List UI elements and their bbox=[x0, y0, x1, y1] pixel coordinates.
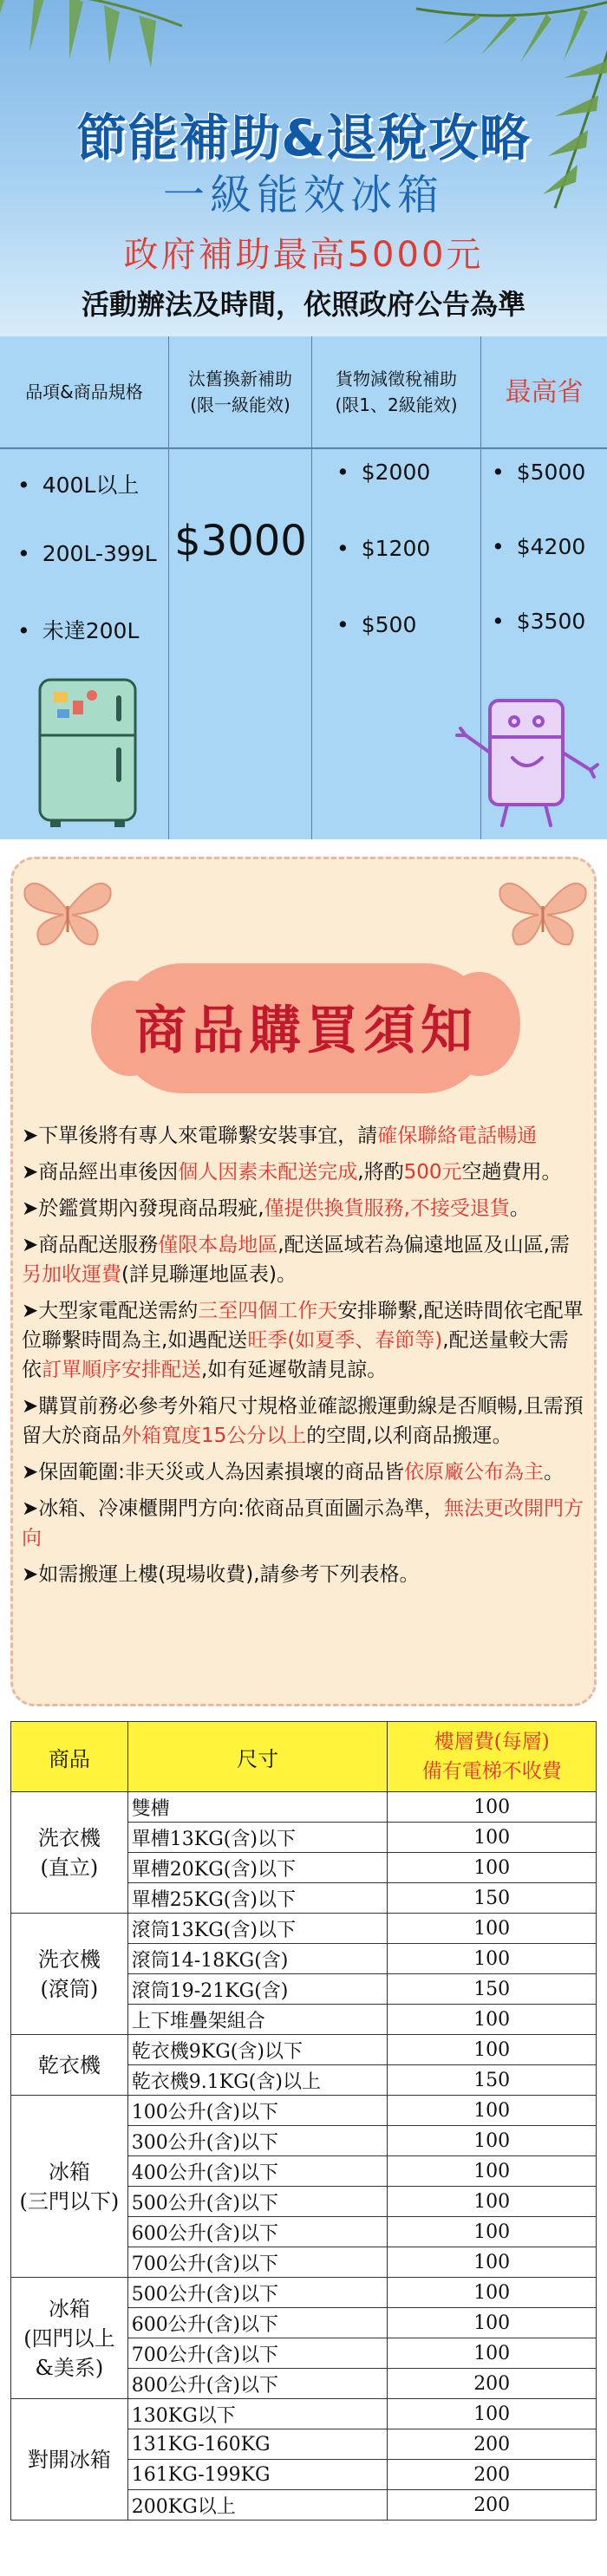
product-category-text: 冰箱 bbox=[48, 2159, 90, 2184]
fee-table-body bbox=[11, 1792, 597, 2521]
header-product: 商品 bbox=[11, 1722, 128, 1792]
fee-cell: 100 bbox=[388, 2005, 597, 2035]
fee-cell: 150 bbox=[388, 1974, 597, 2005]
size-cell: 700公升(含)以下 bbox=[127, 2338, 388, 2369]
fee-cell: 100 bbox=[388, 2035, 597, 2065]
notice-list bbox=[22, 1121, 585, 1596]
header-floor-fee-line2: 備有電梯不收費 bbox=[421, 1760, 562, 1783]
notice-item bbox=[22, 1494, 585, 1553]
product-category-text: &美系) bbox=[35, 2355, 104, 2380]
header-item-spec: 品項&商品規格 bbox=[0, 336, 169, 449]
fee-cell: 100 bbox=[388, 1823, 597, 1853]
spec-item: • 400L以上 bbox=[17, 468, 139, 499]
size-cell: 300公升(含)以下 bbox=[127, 2126, 388, 2156]
notice-item bbox=[22, 1296, 585, 1385]
fee-cell: 100 bbox=[388, 2187, 597, 2217]
old-for-new-amount: $3000 bbox=[174, 517, 307, 565]
product-category-text: 對開冰箱 bbox=[27, 2447, 111, 2472]
purchase-notice-panel bbox=[10, 857, 597, 1706]
size-cell: 乾衣機9.1KG(含)以上 bbox=[127, 2065, 388, 2096]
refrigerator-illustration-icon bbox=[31, 675, 144, 831]
notice-highlight: 另加收運費 bbox=[22, 1263, 121, 1286]
header-tax-note: (限1、2級能效) bbox=[335, 395, 458, 415]
header-tax-label: 貨物減徵稅補助 bbox=[336, 368, 457, 389]
max-amount: • $4200 bbox=[492, 534, 585, 559]
fee-cell: 100 bbox=[388, 2156, 597, 2187]
header-old-for-new-label: 汰舊換新補助 bbox=[188, 368, 292, 389]
fee-cell: 100 bbox=[388, 1944, 597, 1974]
notice-text: ➤購買前務必參考外箱尺寸規格並確認搬運動線是否順暢,且需預留大於商品 bbox=[22, 1395, 584, 1447]
table-row bbox=[11, 1914, 597, 1944]
notice-text: 安排聯繫,配送時間依宅配單位聯繫時間為主,如遇配送 bbox=[22, 1300, 584, 1352]
notice-text: ➤商品配送服務 bbox=[22, 1234, 159, 1256]
header-max-saving: 最高省 bbox=[481, 336, 607, 449]
fee-cell: 100 bbox=[388, 2338, 597, 2369]
size-cell: 滾筒13KG(含)以下 bbox=[127, 1914, 388, 1944]
fee-cell: 200 bbox=[388, 2429, 597, 2460]
promo-text: 政府補助最高5000元 bbox=[123, 235, 484, 275]
spec-column bbox=[0, 449, 169, 839]
notice-item bbox=[22, 1230, 585, 1289]
butterfly-left-icon bbox=[20, 871, 115, 949]
fee-cell: 100 bbox=[388, 2308, 597, 2338]
notice-highlight: 個人因素未配送完成 bbox=[178, 1161, 358, 1184]
notice-highlight: 僅限本島地區 bbox=[158, 1234, 278, 1256]
table-row bbox=[11, 2035, 597, 2065]
fee-cell: 200 bbox=[388, 2369, 597, 2399]
notice-highlight: 僅提供換貨服務,不接受退貨 bbox=[264, 1197, 510, 1220]
fridge-mascot-icon bbox=[455, 683, 603, 831]
size-cell: 600公升(含)以下 bbox=[127, 2217, 388, 2247]
size-cell: 單槽13KG(含)以下 bbox=[127, 1823, 388, 1853]
table-row bbox=[11, 2278, 597, 2308]
product-category-cell bbox=[11, 2035, 128, 2096]
product-category-text: 洗衣機 bbox=[37, 1825, 101, 1850]
product-category-text: (直立) bbox=[40, 1855, 99, 1880]
tax-amount: • $500 bbox=[336, 612, 416, 637]
size-cell: 400公升(含)以下 bbox=[127, 2156, 388, 2187]
notice-item bbox=[22, 1392, 585, 1451]
page-title: 節能補助&退稅攻略 bbox=[76, 108, 531, 167]
notice-text: ➤下單後將有專人來電聯繫安裝事宜，請 bbox=[22, 1125, 378, 1147]
notice-item bbox=[22, 1194, 585, 1223]
size-cell: 雙槽 bbox=[127, 1792, 388, 1823]
max-saving-column bbox=[481, 449, 607, 839]
fee-cell: 100 bbox=[388, 1914, 597, 1944]
stair-fee-table bbox=[10, 1721, 597, 2521]
size-cell: 700公升(含)以下 bbox=[127, 2247, 388, 2278]
tax-amount: • $1200 bbox=[336, 536, 430, 561]
fee-cell: 150 bbox=[388, 2065, 597, 2096]
fee-cell: 100 bbox=[388, 2126, 597, 2156]
notice-title: 商品購買須知 bbox=[134, 1001, 478, 1061]
fee-table-header-row bbox=[11, 1722, 597, 1792]
header-floor-fee bbox=[388, 1722, 597, 1792]
notice-highlight: 三至四個工作天 bbox=[198, 1300, 338, 1322]
product-category-text: (三門以下) bbox=[19, 2188, 120, 2214]
notice-highlight: 旺季(如夏季、春節等) bbox=[247, 1329, 443, 1352]
fee-cell: 100 bbox=[388, 2217, 597, 2247]
notice-text: ➤商品經出車後因 bbox=[22, 1161, 179, 1184]
notice-item bbox=[22, 1458, 585, 1487]
size-cell: 131KG-160KG bbox=[127, 2429, 388, 2460]
fee-cell: 150 bbox=[388, 1883, 597, 1914]
header-old-for-new-note: (限一級能效) bbox=[190, 395, 290, 415]
notice-text: ,如有延遲敬請見諒。 bbox=[201, 1359, 388, 1381]
notice-text: 空趟費用。 bbox=[461, 1161, 562, 1184]
product-category-cell bbox=[11, 2399, 128, 2521]
product-category-cell bbox=[11, 1792, 128, 1914]
notice-text: ➤冰箱、冷凍櫃開門方向:依商品頁面圖示為準， bbox=[22, 1497, 445, 1520]
notice-text: (詳見聯運地區表)。 bbox=[121, 1263, 297, 1286]
max-amount: • $5000 bbox=[492, 460, 585, 485]
old-for-new-column bbox=[169, 449, 312, 839]
header-size: 尺寸 bbox=[127, 1722, 388, 1792]
size-cell: 600公升(含)以下 bbox=[127, 2308, 388, 2338]
size-cell: 單槽20KG(含)以下 bbox=[127, 1853, 388, 1883]
fee-cell: 100 bbox=[388, 2096, 597, 2126]
subsidy-table-header bbox=[0, 336, 607, 449]
size-cell: 滾筒14-18KG(含) bbox=[127, 1944, 388, 1974]
product-category-text: 乾衣機 bbox=[37, 2052, 101, 2077]
size-cell: 500公升(含)以下 bbox=[127, 2187, 388, 2217]
notice-item bbox=[22, 1158, 585, 1187]
max-amount: • $3500 bbox=[492, 609, 585, 634]
notice-highlight: 外箱寬度15公分以上 bbox=[121, 1425, 307, 1447]
notice-text: 。 bbox=[509, 1197, 530, 1220]
product-category-text: 洗衣機 bbox=[37, 1947, 101, 1972]
notice-text: ,配送區域若為偏遠地區及山區,需 bbox=[277, 1234, 570, 1256]
palm-leaf-left-icon bbox=[0, 0, 191, 87]
hero-banner bbox=[0, 0, 607, 336]
table-row bbox=[11, 1792, 597, 1823]
notice-text: 。 bbox=[544, 1461, 565, 1484]
tax-amount: • $2000 bbox=[336, 460, 430, 485]
size-cell: 100公升(含)以下 bbox=[127, 2096, 388, 2126]
fee-cell: 100 bbox=[388, 2399, 597, 2429]
notice-highlight: 訂單順序安排配送 bbox=[42, 1359, 201, 1381]
notice-item bbox=[22, 1560, 585, 1589]
product-category-text: (四門以上 bbox=[23, 2325, 115, 2351]
notice-text: ,配送量較大需依 bbox=[22, 1329, 569, 1381]
activity-note: 活動辦法及時間，依照政府公告為準 bbox=[81, 288, 525, 321]
notice-highlight: 無法更改開門方向 bbox=[22, 1497, 584, 1549]
table-row bbox=[11, 2096, 597, 2126]
header-floor-fee-line1: 樓層費(每層) bbox=[434, 1731, 550, 1753]
page-subtitle: 一級能效冰箱 bbox=[162, 171, 444, 219]
notice-text: ➤於鑑賞期內發現商品瑕疵, bbox=[22, 1197, 264, 1220]
notice-text: ➤大型家電配送需約 bbox=[22, 1300, 199, 1322]
size-cell: 乾衣機9KG(含)以下 bbox=[127, 2035, 388, 2065]
size-cell: 500公升(含)以下 bbox=[127, 2278, 388, 2308]
notice-highlight: 確保聯絡電話暢通 bbox=[377, 1125, 538, 1147]
header-old-for-new bbox=[169, 336, 312, 449]
fee-cell: 200 bbox=[388, 2490, 597, 2521]
table-row bbox=[11, 2399, 597, 2429]
notice-item bbox=[22, 1121, 585, 1151]
subsidy-table bbox=[0, 336, 607, 839]
fee-cell: 100 bbox=[388, 1792, 597, 1823]
product-category-text: (滾筒) bbox=[40, 1976, 99, 2001]
size-cell: 滾筒19-21KG(含) bbox=[127, 1974, 388, 2005]
fee-cell: 100 bbox=[388, 1853, 597, 1883]
size-cell: 200KG以上 bbox=[127, 2490, 388, 2521]
size-cell: 上下堆疊架組合 bbox=[127, 2005, 388, 2035]
fee-cell: 100 bbox=[388, 2278, 597, 2308]
product-category-text: 冰箱 bbox=[48, 2296, 90, 2321]
spec-item: • 未達200L bbox=[17, 614, 139, 645]
size-cell: 單槽25KG(含)以下 bbox=[127, 1883, 388, 1914]
fee-cell: 200 bbox=[388, 2460, 597, 2490]
product-category-cell bbox=[11, 2096, 128, 2278]
notice-highlight: 500元 bbox=[403, 1161, 462, 1184]
size-cell: 130KG以下 bbox=[127, 2399, 388, 2429]
notice-text: ,將酌 bbox=[357, 1161, 404, 1184]
product-category-cell bbox=[11, 1914, 128, 2035]
fee-cell: 100 bbox=[388, 2247, 597, 2278]
notice-text: ➤如需搬運上樓(現場收費),請參考下列表格。 bbox=[22, 1563, 420, 1586]
subsidy-table-body bbox=[0, 449, 607, 839]
notice-text: ➤保固範圍:非天災或人為因素損壞的商品皆 bbox=[22, 1461, 405, 1484]
spec-item: • 200L-399L bbox=[17, 541, 157, 566]
product-category-cell bbox=[11, 2278, 128, 2399]
size-cell: 161KG-199KG bbox=[127, 2460, 388, 2490]
butterfly-right-icon bbox=[495, 871, 591, 949]
notice-text: 的空間,以利商品搬運。 bbox=[306, 1425, 512, 1447]
notice-highlight: 依原廠公布為主 bbox=[404, 1461, 545, 1484]
size-cell: 800公升(含)以下 bbox=[127, 2369, 388, 2399]
header-tax bbox=[312, 336, 481, 449]
